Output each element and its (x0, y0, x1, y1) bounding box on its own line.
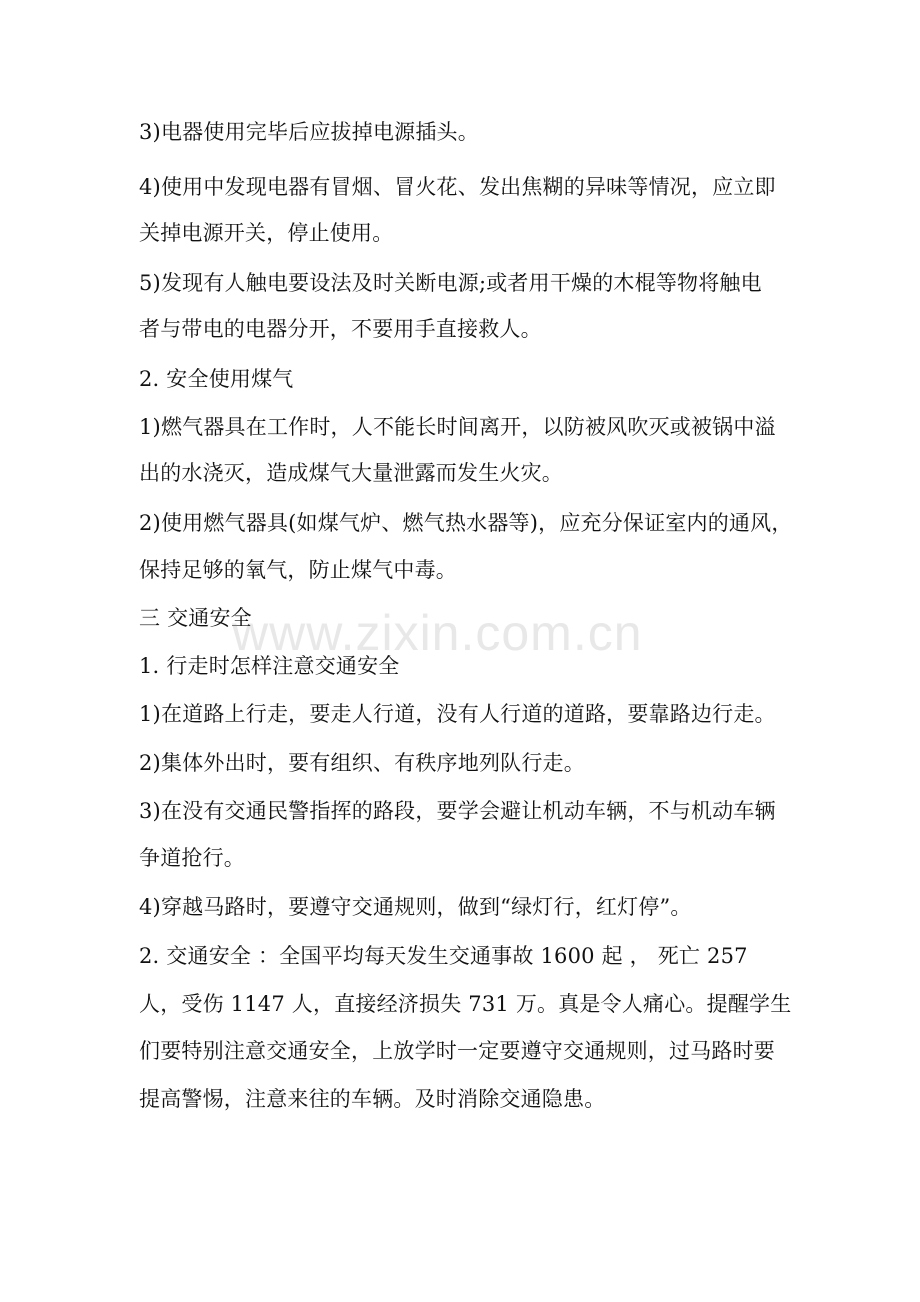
text-line: 2)使用燃气器具(如煤气炉、燃气热水器等)，应充分保证室内的通风， (139, 511, 793, 535)
text-line: 保持足够的氧气，防止煤气中毒。 (139, 558, 457, 582)
text-line: 们要特别注意交通安全，上放学时一定要遵守交通规则，过马路时要 (139, 1039, 775, 1063)
text-line: 人，受伤 1147 人，直接经济损失 731 万。真是令人痛心。提醒学生 (139, 992, 792, 1016)
text-line: 4)使用中发现电器有冒烟、冒火花、发出焦糊的异味等情况，应立即 (139, 175, 776, 199)
text-line: 3)电器使用完毕后应拔掉电源插头。 (139, 120, 479, 144)
section-heading: 2. 安全使用煤气 (139, 367, 294, 391)
text-line: 关掉电源开关，停止使用。 (139, 221, 394, 245)
text-line: 5)发现有人触电要设法及时关断电源;或者用干燥的木棍等物将触电 (139, 271, 762, 295)
text-line: 1)燃气器具在工作时，人不能长时间离开，以防被风吹灭或被锅中溢 (139, 415, 776, 439)
text-line: 者与带电的电器分开，不要用手直接救人。 (139, 317, 542, 341)
section-heading: 1. 行走时怎样注意交通安全 (139, 654, 400, 678)
text-line: 1)在道路上行走，要走人行道，没有人行道的道路，要靠路边行走。 (139, 702, 776, 726)
text-line: 出的水浇灭，造成煤气大量泄露而发生火灾。 (139, 461, 563, 485)
text-line: 3)在没有交通民警指挥的路段，要学会避让机动车辆，不与机动车辆 (139, 799, 776, 823)
text-line: 4)穿越马路时，要遵守交通规则，做到“绿灯行，红灯停”。 (139, 895, 692, 919)
text-line: 提高警惕，注意来往的车辆。及时消除交通隐患。 (139, 1087, 606, 1111)
text-line: 2)集体外出时，要有组织、有秩序地列队行走。 (139, 751, 585, 775)
watermark: www.zixin.com.cn (232, 605, 643, 661)
text-line: 2. 交通安全 ：全国平均每天发生交通事故 1600 起 ， 死亡 257 (139, 944, 748, 968)
section-heading: 三 交通安全 (139, 606, 252, 630)
text-line: 争道抢行。 (139, 846, 245, 870)
